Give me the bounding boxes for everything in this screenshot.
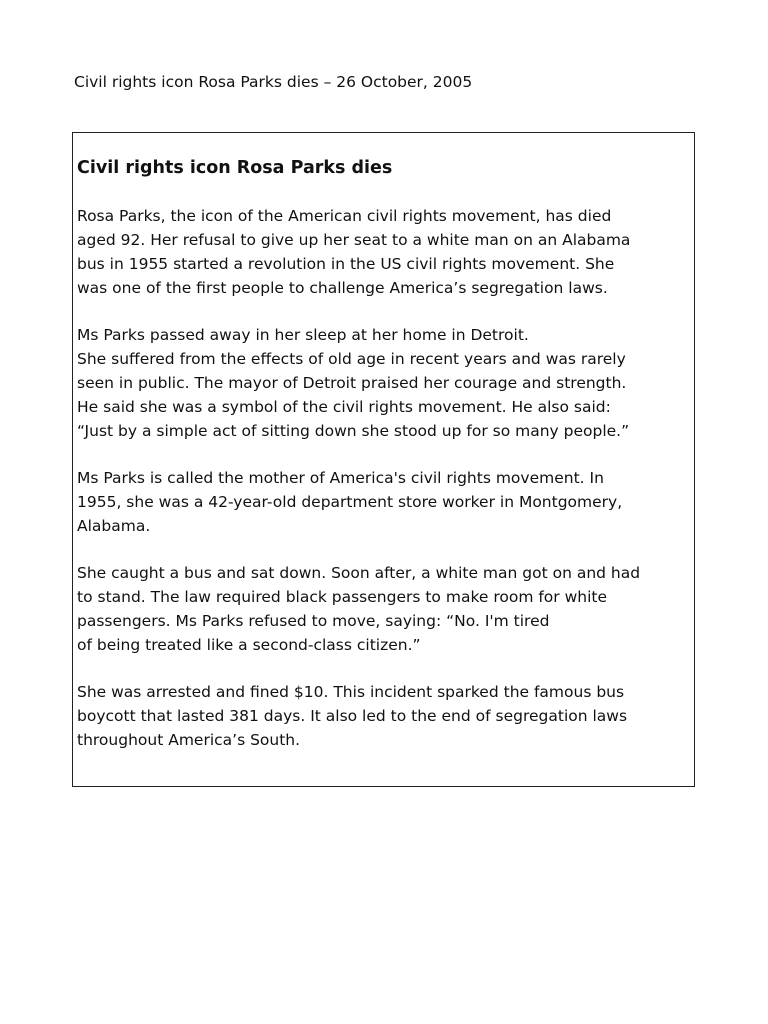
paragraph-line: She suffered from the effects of old age in recent years and was rarely — [77, 350, 626, 368]
paragraph-line: was one of the first people to challenge America’s segregation laws. — [77, 279, 608, 297]
paragraph-line: Ms Parks is called the mother of America's civil rights movement. In — [77, 469, 604, 487]
paragraph-line: bus in 1955 started a revolution in the US civil rights movement. She — [77, 255, 615, 273]
paragraph-line: Ms Parks passed away in her sleep at her home in Detroit. — [77, 326, 529, 344]
article-paragraph — [77, 466, 622, 538]
paragraph-line: Alabama. — [77, 517, 151, 535]
paragraph-line: “Just by a simple act of sitting down she stood up for so many people.” — [77, 422, 630, 440]
paragraph-line: throughout America’s South. — [77, 731, 301, 749]
paragraph-line: boycott that lasted 381 days. It also led to the end of segregation laws — [77, 707, 628, 725]
paragraph-line: passengers. Ms Parks refused to move, saying: “No. I'm tired — [77, 612, 550, 630]
paragraph-line: aged 92. Her refusal to give up her seat to a white man on an Alabama — [77, 231, 631, 249]
paragraph-line: She was arrested and fined $10. This incident sparked the famous bus — [77, 683, 625, 701]
paragraph-line: She caught a bus and sat down. Soon after, a white man got on and had — [77, 564, 641, 582]
paragraph-line: Rosa Parks, the icon of the American civil rights movement, has died — [77, 207, 612, 225]
article-box — [72, 132, 695, 787]
paragraph-line: to stand. The law required black passengers to make room for white — [77, 588, 608, 606]
paragraph-line: 1955, she was a 42-year-old department store worker in Montgomery, — [77, 493, 623, 511]
paragraph-line: of being treated like a second-class citizen.” — [77, 636, 421, 654]
article-title: Civil rights icon Rosa Parks dies — [77, 158, 393, 178]
article-paragraph — [77, 204, 630, 300]
article-paragraph — [77, 323, 629, 443]
article-paragraph — [77, 561, 640, 657]
article-paragraph — [77, 680, 627, 752]
paragraph-line: seen in public. The mayor of Detroit praised her courage and strength. — [77, 374, 627, 392]
page-header: Civil rights icon Rosa Parks dies – 26 October, 2005 — [74, 73, 473, 91]
paragraph-line: He said she was a symbol of the civil rights movement. He also said: — [77, 398, 611, 416]
